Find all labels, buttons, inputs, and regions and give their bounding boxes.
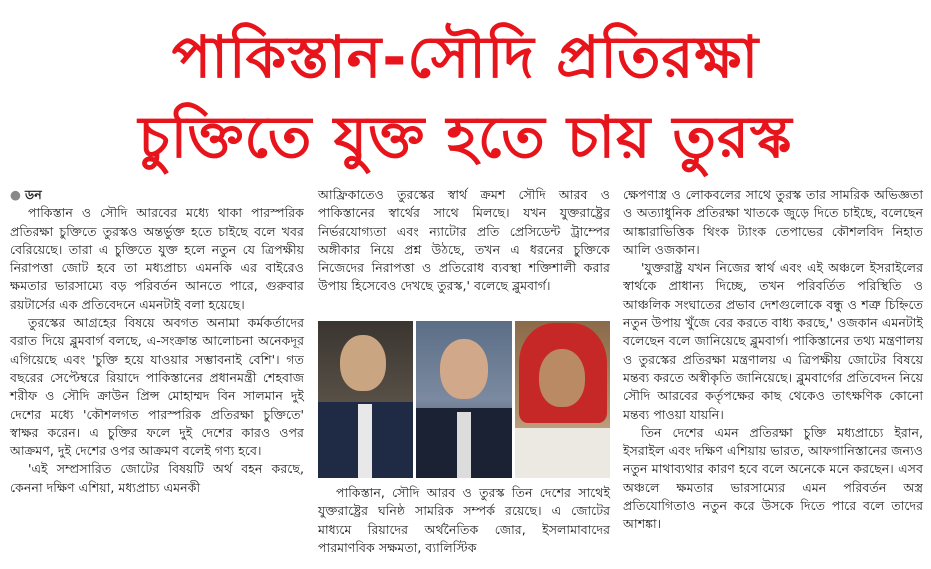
headline-line-1: পাকিস্তান-সৌদি প্রতিরক্ষা <box>171 23 760 91</box>
article-column-2-top <box>318 186 610 296</box>
paragraph: 'এই সম্প্রসারিত জোটের বিষয়টি অর্থ বহন করছে, কেননা দক্ষিণ এশিয়া, মধ্যপ্রাচ্য এমনকী <box>10 461 304 495</box>
paragraph: তুরস্কের আগ্রহের বিষয়ে অবগত অনামা কর্মকর্তাদের বরাত দিয়ে ব্লুমবার্গ বলছে, এ-সংক্রান্ত আলোচনা অনেকদূর এগিয়েছে এবং 'চুক্তি হয়ে যাওয়ার সম্ভাবনাই বেশি'। গত বছরের সেপ্টেম্বরে রিয়াদে পাকিস্তানের প্রধানমন্ত্রী শেহবাজ শরীফ ও সৌদি ক্রাউন প্রিন্স মোহাম্মদ বিন সালমান দুই দেশের মধ্যে 'কৌশলগত পারস্পরিক প্রতিরক্ষা চুক্তিতে' স্বাক্ষর করেন। এ চুক্তির ফলে দুই দেশের কারও ওপর আক্রমণ, দুই দেশের ওপর আক্রমণ বলেই গণ্য হবে। <box>10 315 304 459</box>
photo-mohammed-bin-salman <box>515 321 610 478</box>
bullet-icon: ● <box>10 187 21 202</box>
photo-shehbaz-sharif <box>318 321 413 478</box>
photo-erdogan <box>416 321 511 478</box>
headline-line-2: চুক্তিতে যুক্ত হতে চায় তুরস্ক <box>138 103 793 171</box>
paragraph: পাকিস্তান, সৌদি আরব ও তুরস্ক তিন দেশের সাথেই যুক্তরাষ্ট্রের ঘনিষ্ঠ সামরিক সম্পর্ক রয়েছে। এ জোটের মাধ্যমে রিয়াদের অর্থনৈতিক জোর, ইসলামাবাদের পারমাণবিক সক্ষমতা, ব্যালিস্টিক <box>318 485 610 555</box>
paragraph: আফ্রিকাতেও তুরস্কের স্বার্থ ক্রমশ সৌদি আরব ও পাকিস্তানের স্বার্থের সাথে মিলছে। যখন যুক্তরাষ্ট্রের নির্ভরযোগ্যতা এবং ন্যাটোর প্রতি প্রেসিডেন্ট ট্রাম্পের অঙ্গীকার নিয়ে প্রশ্ন উঠছে, তখন এ ধরনের চুক্তিকে নিজেদের নিরাপত্তা ও প্রতিরোধ ব্যবস্থা শক্তিশালী করার উপায় হিসেবেও দেখছে তুরস্ক,' বলেছে ব্লুমবার্গ। <box>318 187 610 294</box>
article-column-2-bottom <box>318 484 610 557</box>
paragraph: পাকিস্তান ও সৌদি আরবের মধ্যে থাকা পারস্পরিক প্রতিরক্ষা চুক্তিতে তুরস্কও অন্তর্ভুক্ত হতে চাইছে বলে খবর বেরিয়েছে। তারা এ চুক্তিতে যুক্ত হলে নতুন যে ত্রিপক্ষীয় নিরাপত্তা জোট হবে তা মধ্যপ্রাচ্য এমনকি এর বাইরেও ক্ষমতার ভারসাম্যে বড় পরিবর্তন আনতে পারে, গুরুবার রয়টার্সের এক প্রতিবেদনে এমনটাই বলা হয়েছে। <box>10 205 304 312</box>
paragraph: 'যুক্তরাষ্ট্র যখন নিজের স্বার্থ এবং এই অঞ্চলে ইসরাইলের স্বার্থকে প্রাধান্য দিচ্ছে, তখন পরিবর্তিত পরিস্থিতি ও আঞ্চলিক সংঘাতের প্রভাব দেশগুলোকে বন্ধু ও শত্রু চিহ্নিতে নতুন উপায় খুঁজে বের করতে বাধ্য করছে,' ওজকান এমনটাই বলেছেন বলে জানিয়েছে ব্লুমবার্গ। পাকিস্তানের তথ্য মন্ত্রণালয় ও তুরস্কের প্রতিরক্ষা মন্ত্রণালয় এ ত্রিপক্ষীয় জোটের বিষয়ে মন্তব্য করতে অস্বীকৃতি জানিয়েছে। ব্লুমবার্গের প্রতিবেদন নিয়ে সৌদি আরবের কর্তৃপক্ষের কাছ থেকেও তাৎক্ষণিক কোনো মন্তব্য পাওয়া যায়নি। <box>623 260 923 422</box>
article-column-3 <box>623 186 923 534</box>
byline-source: ডন <box>25 187 42 202</box>
article-column-1 <box>10 186 304 497</box>
paragraph: ক্ষেপণাস্ত্র ও লোকবলের সাথে তুরস্ক তার সামরিক অভিজ্ঞতা ও অত্যাধুনিক প্রতিরক্ষা খাতকে জুড়ে দিতে চাইছে, বলেছেন আঙ্কারাভিত্তিক থিংক ট্যাংক তেপাভের কৌশলবিদ নিহাত আলি ওজকান। <box>623 187 923 257</box>
byline <box>10 186 304 204</box>
leaders-photo <box>318 321 610 478</box>
paragraph: তিন দেশের এমন প্রতিরক্ষা চুক্তি মধ্যপ্রাচ্যে ইরান, ইসরাইল এবং দক্ষিণ এশিয়ায় ভারত, আফগানিস্তানের জন্যও নতুন মাথাব্যথার কারণ হবে বলে অনেকে মনে করছেন। এসব অঞ্চলে ক্ষমতার ভারসাম্যের এমন পরিবর্তন অস্ত্র প্রতিযোগিতাও নতুন করে উসকে দিতে পারে বলে তাদের আশঙ্কা। <box>623 424 923 532</box>
